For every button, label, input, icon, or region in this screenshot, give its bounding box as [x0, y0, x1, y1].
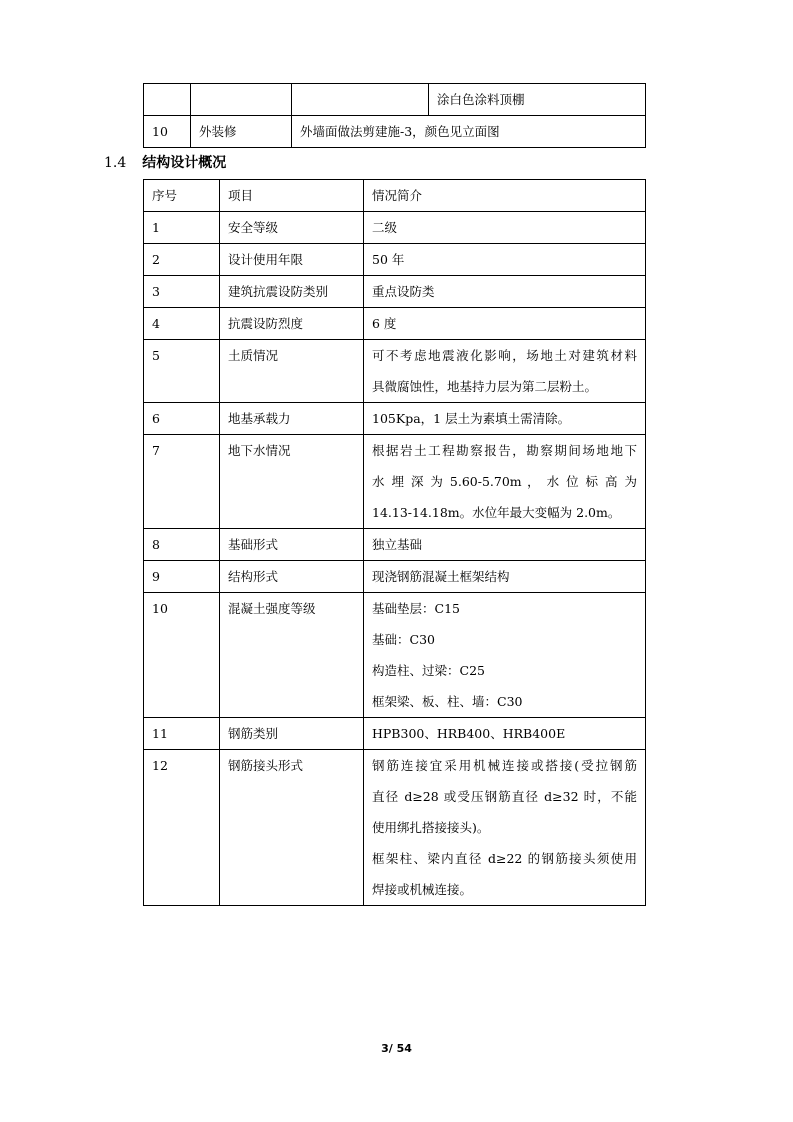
desc-line: 具微腐蚀性，地基持力层为第二层粉土。 — [372, 379, 598, 394]
cell-desc — [364, 593, 646, 718]
desc-line: 6 度 — [372, 316, 397, 331]
cell-desc — [364, 340, 646, 403]
cell-item: 混凝土强度等级 — [220, 593, 364, 718]
cell-no: 11 — [144, 718, 220, 750]
cell-desc — [364, 244, 646, 276]
desc-line: 钢筋连接宜采用机械连接或搭接(受拉钢筋 — [372, 758, 637, 773]
cell-item: 建筑抗震设防类别 — [220, 276, 364, 308]
table-row — [144, 718, 646, 750]
desc-line: 105Kpa，1 层土为素填土需清除。 — [372, 411, 571, 426]
header-cell-no: 序号 — [144, 180, 220, 212]
desc-line: 14.13-14.18m。水位年最大变幅为 2.0m。 — [372, 505, 621, 520]
desc-line: 水 埋 深 为 5.60-5.70m ， 水 位 标 高 为 — [372, 474, 637, 489]
header-cell-desc: 情况简介 — [364, 180, 646, 212]
desc-line: 根据岩土工程勘察报告，勘察期间场地地下 — [372, 443, 637, 458]
top-table — [143, 83, 646, 148]
cell-no: 5 — [144, 340, 220, 403]
cell-desc — [364, 212, 646, 244]
table-row — [144, 308, 646, 340]
table-row — [144, 403, 646, 435]
cell-item: 土质情况 — [220, 340, 364, 403]
page-number: 3/ 54 — [381, 1042, 412, 1055]
table-row — [144, 276, 646, 308]
table-cell: 外装修 — [191, 116, 292, 148]
cell-no: 12 — [144, 750, 220, 906]
table-row — [144, 340, 646, 403]
table-row — [144, 561, 646, 593]
table-cell: 10 — [144, 116, 191, 148]
cell-no: 4 — [144, 308, 220, 340]
cell-item: 钢筋接头形式 — [220, 750, 364, 906]
cell-no: 7 — [144, 435, 220, 529]
cell-item: 抗震设防烈度 — [220, 308, 364, 340]
cell-desc — [364, 529, 646, 561]
cell-desc — [364, 276, 646, 308]
cell-no: 10 — [144, 593, 220, 718]
table-cell — [292, 84, 429, 116]
desc-line: 直径 d≥28 或受压钢筋直径 d≥32 时，不能 — [372, 789, 637, 804]
desc-line: 独立基础 — [372, 537, 423, 552]
desc-line: 现浇钢筋混凝土框架结构 — [372, 569, 510, 584]
desc-line: 框架梁、板、柱、墙：C30 — [372, 694, 523, 709]
structure-table — [143, 179, 646, 906]
section-number: 1.4 — [104, 155, 127, 171]
section-title: 结构设计概况 — [142, 155, 227, 171]
desc-line: 重点设防类 — [372, 284, 435, 299]
table-cell: 外墙面做法剪建施-3，颜色见立面图 — [292, 116, 646, 148]
cell-item: 结构形式 — [220, 561, 364, 593]
cell-item: 设计使用年限 — [220, 244, 364, 276]
desc-line: 使用绑扎搭接接头)。 — [372, 820, 490, 835]
cell-item: 地基承载力 — [220, 403, 364, 435]
cell-desc — [364, 561, 646, 593]
cell-no: 8 — [144, 529, 220, 561]
table-row — [144, 116, 646, 148]
table-row — [144, 593, 646, 718]
desc-line: 50 年 — [372, 252, 405, 267]
cell-item: 地下水情况 — [220, 435, 364, 529]
desc-line: 框架柱、梁内直径 d≥22 的钢筋接头须使用 — [372, 851, 637, 866]
cell-desc — [364, 435, 646, 529]
cell-no: 9 — [144, 561, 220, 593]
header-cell-item: 项目 — [220, 180, 364, 212]
table-row — [144, 84, 646, 116]
cell-no: 1 — [144, 212, 220, 244]
table-row — [144, 435, 646, 529]
table-row — [144, 212, 646, 244]
desc-line: HPB300、HRB400、HRB400E — [372, 726, 566, 741]
cell-no: 2 — [144, 244, 220, 276]
cell-desc — [364, 750, 646, 906]
desc-line: 焊接或机械连接。 — [372, 882, 473, 897]
table-cell — [191, 84, 292, 116]
cell-no: 3 — [144, 276, 220, 308]
section-heading — [104, 152, 226, 174]
cell-no: 6 — [144, 403, 220, 435]
cell-item: 钢筋类别 — [220, 718, 364, 750]
desc-line: 可不考虑地震液化影响，场地土对建筑材料 — [372, 348, 637, 363]
table-row — [144, 244, 646, 276]
cell-desc — [364, 308, 646, 340]
cell-item: 安全等级 — [220, 212, 364, 244]
table-cell — [144, 84, 191, 116]
desc-line: 基础垫层：C15 — [372, 601, 460, 616]
desc-line: 构造柱、过梁：C25 — [372, 663, 485, 678]
table-row — [144, 750, 646, 906]
desc-line: 基础：C30 — [372, 632, 435, 647]
cell-item: 基础形式 — [220, 529, 364, 561]
cell-desc — [364, 403, 646, 435]
table-header-row — [144, 180, 646, 212]
table-cell: 涂白色涂料顶棚 — [429, 84, 646, 116]
desc-line: 二级 — [372, 220, 398, 235]
cell-desc — [364, 718, 646, 750]
table-row — [144, 529, 646, 561]
